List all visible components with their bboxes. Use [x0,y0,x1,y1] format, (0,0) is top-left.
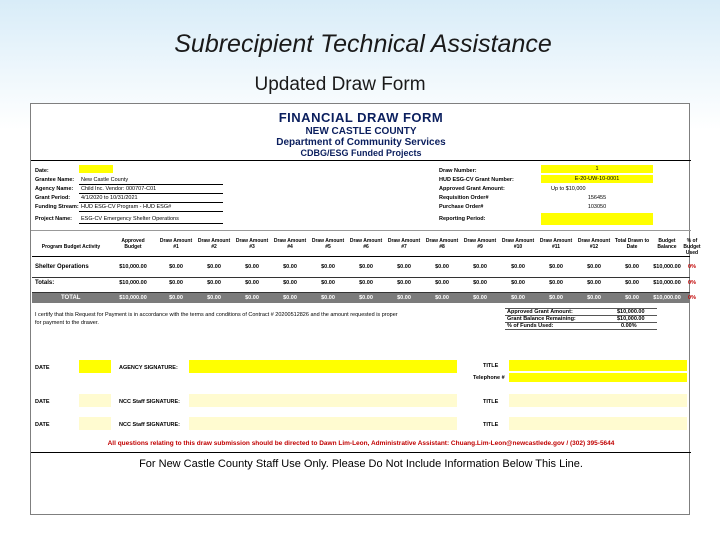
funding-stream-label: Funding Stream: [35,204,79,210]
agency-value: Child Inc. Vendor: 000707-C01 [81,186,157,192]
table-cell: $10,000.00 [653,295,681,301]
column-header: Draw Amount #11 [539,238,573,250]
table-cell: $0.00 [435,295,449,301]
sig2-title-label: TITLE [483,399,499,405]
grant-number-value: E-20-UW-10-0001 [574,176,620,182]
column-header: Draw Amount #5 [311,238,345,250]
grant-period-label: Grant Period: [35,195,71,201]
slide-title: Subrecipient Technical Assistance [174,30,552,58]
table-cell: $0.00 [587,295,601,301]
reporting-period-field[interactable] [541,213,653,225]
sig1-phone-label: Telephone # [473,375,505,381]
column-header: Draw Amount #10 [501,238,535,250]
table-cell: $0.00 [397,280,411,286]
summary-balance-value: $10,000.00 [617,316,645,322]
slide-subtitle: Updated Draw Form [254,74,426,95]
table-cell: 0% [688,280,696,286]
table-cell: $0.00 [473,264,487,270]
date-field[interactable] [79,165,113,173]
purchase-order-value: 103050 [587,204,607,210]
table-row [32,261,690,274]
form-county: NEW CASTLE COUNTY [305,126,417,137]
table-cell: $0.00 [549,264,563,270]
table-cell: $0.00 [435,264,449,270]
form-title: FINANCIAL DRAW FORM [278,110,444,125]
row-activity: TOTAL [61,295,81,301]
fields-divider [31,230,691,231]
table-cell: 0% [688,264,696,270]
grant-period-underline [79,202,223,203]
table-cell: $0.00 [169,264,183,270]
summary-balance-label: Grant Balance Remaining: [507,316,576,322]
column-header: Draw Amount #7 [387,238,421,250]
table-cell: $0.00 [549,295,563,301]
table-cell: $0.00 [245,280,259,286]
funding-stream-underline [79,211,223,212]
sig2-date-label: DATE [35,399,50,405]
column-header: Draw Amount #4 [273,238,307,250]
sig1-date-field[interactable] [79,360,111,373]
sig1-signature-field[interactable] [189,360,457,373]
table-cell: $0.00 [435,280,449,286]
form-department: Department of Community Services [276,137,446,148]
table-cell: $0.00 [169,280,183,286]
approved-amount-value: Up to $10,000 [551,186,586,192]
table-cell: $0.00 [473,280,487,286]
project-name-underline [79,223,223,224]
draw-form [30,103,701,515]
sig3-title-field[interactable] [509,417,687,430]
agency-label: Agency Name: [35,186,74,192]
column-header: Program Budget Activity [41,244,101,250]
table-cell: $0.00 [283,280,297,286]
sig3-signature-label: NCC Staff SIGNATURE: [119,422,181,428]
table-cell: $0.00 [511,264,525,270]
draw-number-value: 1 [595,166,599,172]
sig1-signature-label: AGENCY SIGNATURE: [119,365,178,371]
table-cell: $0.00 [359,264,373,270]
table-cell: $0.00 [207,280,221,286]
table-cell: $0.00 [207,295,221,301]
agency-underline [79,193,223,194]
sig3-title-label: TITLE [483,422,499,428]
staff-use-footer: For New Castle County Staff Use Only. Please Do Not Include Information Below This Line. [139,458,583,470]
table-cell: $0.00 [587,280,601,286]
grantee-label: Grantee Name: [35,177,75,183]
sig2-date-field[interactable] [79,394,111,407]
column-header: Approved Budget [121,238,145,250]
table-row [32,292,690,306]
funding-stream-value: HUD ESG-CV Program - HUD ESG# [81,204,172,210]
column-header: Draw Amount #9 [463,238,497,250]
table-cell: $10,000.00 [119,280,147,286]
column-header: Draw Amount #2 [197,238,231,250]
date-label: Date: [35,168,49,174]
summary-top-rule [505,308,657,309]
table-cell: $0.00 [625,264,639,270]
sig1-title-field[interactable] [509,360,687,371]
table-cell: $0.00 [397,295,411,301]
summary-used-value: 0.00% [621,323,637,329]
table-cell: $0.00 [511,295,525,301]
requisition-value: 156455 [587,195,607,201]
table-cell: $10,000.00 [653,280,681,286]
table-cell: $0.00 [625,280,639,286]
column-header: Draw Amount #12 [577,238,611,250]
sig1-phone-field[interactable] [509,373,687,382]
certification-text: I certify that this Request for Payment is in accordance with the terms and conditions of Contract # 20200512826 and the amount requested is proper for payment to the drawer. [35,312,398,326]
sig3-date-label: DATE [35,422,50,428]
table-cell: $10,000.00 [119,264,147,270]
summary-rule-3 [505,329,657,330]
sig2-title-field[interactable] [509,394,687,407]
column-header: Draw Amount #8 [425,238,459,250]
sig1-title-label: TITLE [483,363,499,369]
contact-notice: All questions relating to this draw submission should be directed to Dawn Lim-Leon, Administrative Assistant: Chuang.Lim-Leon@newcastlede.gov / (302) 395-5644 [107,440,615,447]
summary-approved-value: $10,000.00 [617,309,645,315]
form-program: CDBG/ESG Funded Projects [300,148,422,158]
grant-period-value: 4/1/2020 to 10/31/2021 [81,195,138,201]
table-cell: $0.00 [283,295,297,301]
sig1-date-label: DATE [35,365,50,371]
table-row [32,277,690,291]
project-name-label: Project Name: [35,216,72,222]
table-cell: $0.00 [625,295,639,301]
column-header: Draw Amount #1 [159,238,193,250]
summary-approved-label: Approved Grant Amount: [507,309,573,315]
approved-amount-label: Approved Grant Amount: [439,186,505,192]
table-cell: $0.00 [245,295,259,301]
grant-number-label: HUD ESG-CV Grant Number: [439,177,514,183]
table-cell: $0.00 [321,295,335,301]
table-cell: $0.00 [359,280,373,286]
project-name-value: ESG-CV Emergency Shelter Operations [81,216,179,222]
table-cell: $0.00 [207,264,221,270]
header-divider [31,160,691,161]
table-cell: $0.00 [321,280,335,286]
header-rule [32,256,690,257]
column-header: Draw Amount #3 [235,238,269,250]
table-cell: $0.00 [511,280,525,286]
grantee-underline [79,184,223,185]
sig2-signature-field[interactable] [189,394,457,407]
row-activity: Totals: [35,280,55,286]
table-cell: $10,000.00 [119,295,147,301]
table-cell: $0.00 [169,295,183,301]
requisition-label: Requisition Order# [439,195,489,201]
table-cell: $0.00 [549,280,563,286]
sig3-date-field[interactable] [79,417,111,430]
row-activity: Shelter Operations [35,264,89,270]
draw-number-label: Draw Number: [439,168,477,174]
summary-rule-1 [505,315,657,316]
staff-use-divider [31,452,691,453]
sig3-signature-field[interactable] [189,417,457,430]
table-cell: $0.00 [245,264,259,270]
table-cell: $0.00 [587,264,601,270]
sig2-signature-label: NCC Staff SIGNATURE: [119,399,181,405]
grantee-value: New Castle County [81,177,129,183]
table-cell: $0.00 [359,295,373,301]
summary-used-label: % of Funds Used: [507,323,554,329]
column-header: % of Budget Used [683,238,701,256]
table-cell: $0.00 [321,264,335,270]
table-cell: 0% [688,295,696,301]
table-cell: $0.00 [397,264,411,270]
column-header: Draw Amount #6 [349,238,383,250]
table-cell: $10,000.00 [653,264,681,270]
summary-rule-2 [505,322,657,323]
purchase-order-label: Purchase Order# [439,204,484,210]
column-header: Total Drawn to Date [614,238,650,250]
column-header: Budget Balance [657,238,677,250]
table-cell: $0.00 [473,295,487,301]
reporting-period-label: Reporting Period: [439,216,486,222]
table-cell: $0.00 [283,264,297,270]
